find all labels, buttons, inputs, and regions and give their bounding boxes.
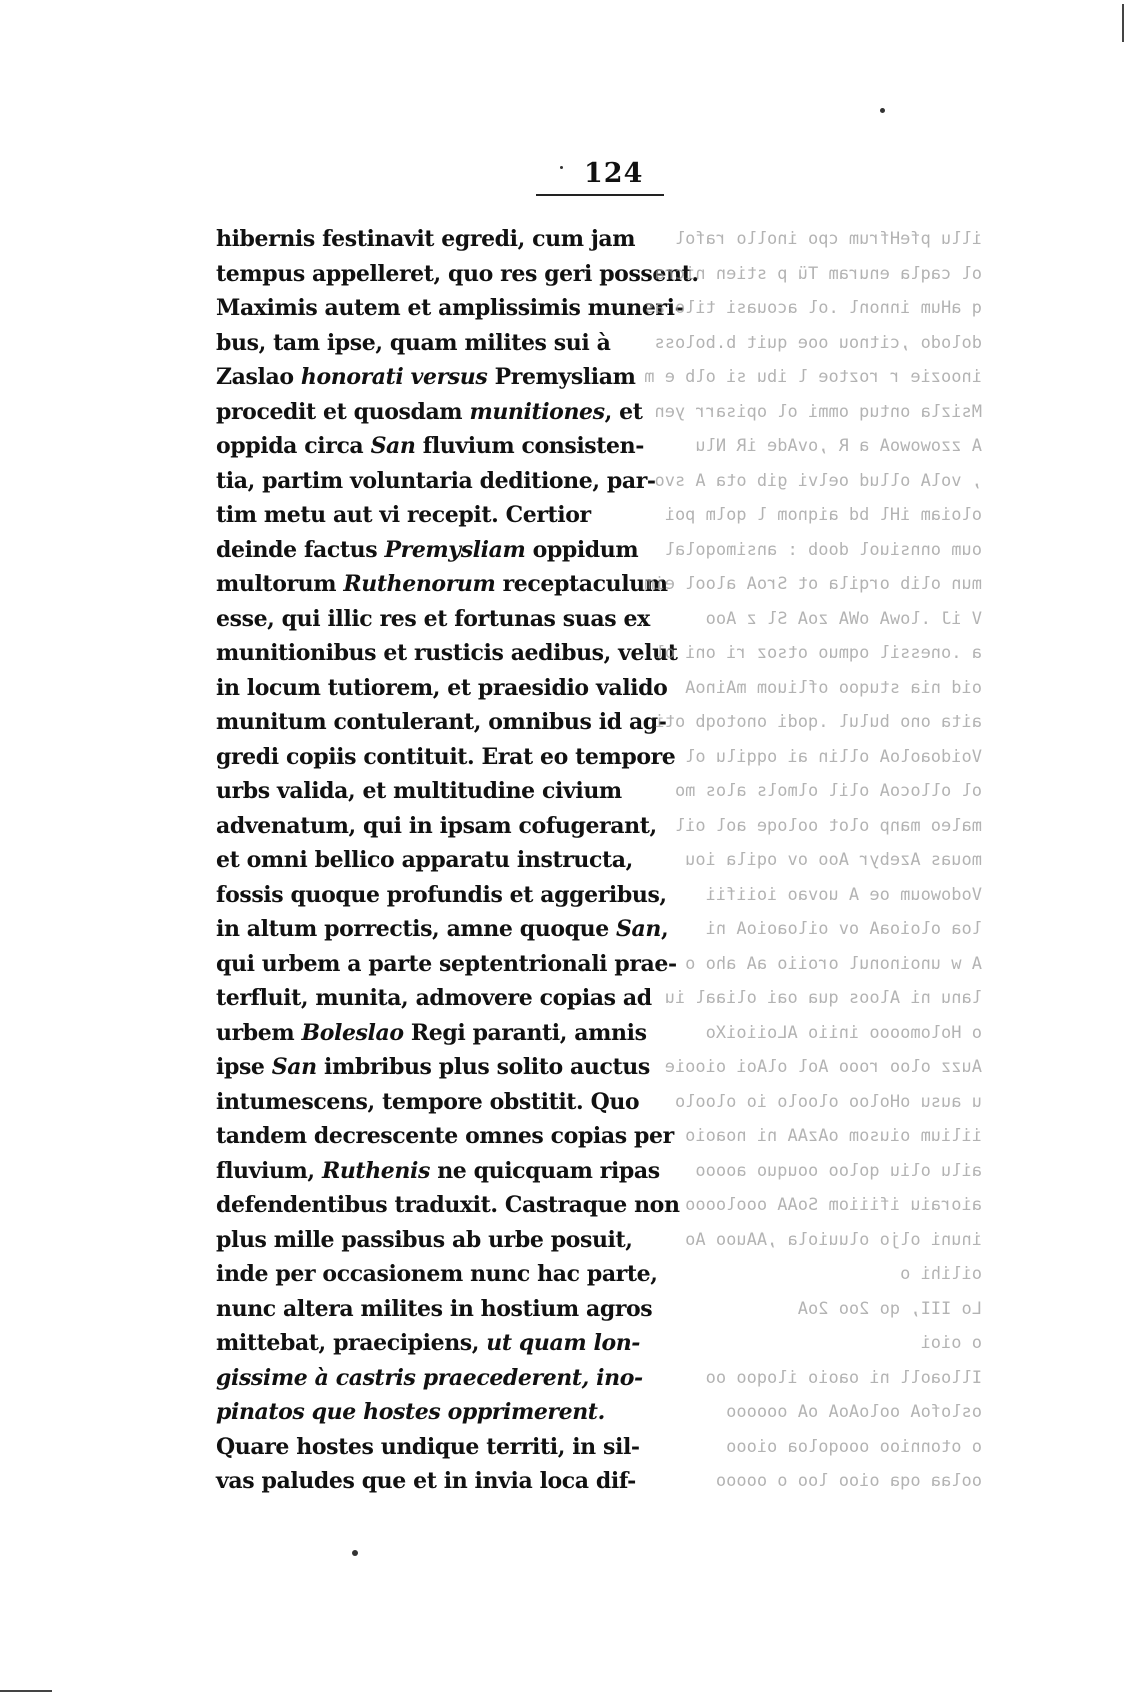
- bleed-line: o Holomoooo iniio ALoiioiXo: [705, 1022, 982, 1043]
- bleed-line: A zzowowoA a R ,ovAde iR Nlu: [695, 436, 982, 456]
- text-segment: fluvium consisten-: [415, 433, 644, 459]
- bleed-line: u ausu oHoloo oloolo io oloolo: [674, 1091, 982, 1112]
- text-line: bus, tam ipse, quam milites sui à: [216, 329, 611, 356]
- bleed-line: Auzz oloo rooo Aol olAoi oiooie: [664, 1057, 982, 1077]
- italic-segment: gissime à castris praecederent, ino-: [216, 1364, 643, 1391]
- bleed-line: aita ono bulul .qodi onotoqb oti: [654, 712, 982, 732]
- text-line: [216, 1016, 647, 1051]
- bleed-line: inoozie r roztoe l ibu si olb e m: [644, 367, 982, 387]
- text-segment: multorum: [216, 571, 344, 597]
- text-line: [216, 1395, 605, 1430]
- bleed-line: A w unoinonul oroiio aA aho o: [685, 953, 982, 974]
- margin-rule-right: [1122, 4, 1124, 42]
- bleed-through-text: [612, 222, 982, 1499]
- text-segment: ne quicquam ripas: [429, 1157, 660, 1184]
- text-segment: Zaslao: [216, 364, 294, 390]
- text-line: esse, qui illic res et fortunas suas ex: [216, 605, 650, 632]
- text-line: et omni bellico apparatu instructa,: [216, 847, 633, 873]
- italic-segment: San: [616, 916, 661, 942]
- bleed-line: , volA ollud oelvi gib ota A svo: [654, 470, 982, 491]
- text-segment: Premysliam: [494, 364, 636, 390]
- text-line: [216, 395, 643, 430]
- text-line: Maximis autem et amplissimis muneri-: [216, 295, 684, 321]
- text-line: [216, 912, 669, 947]
- text-line: [216, 1154, 660, 1189]
- main-text-column: [216, 222, 699, 1499]
- bleed-line: mouas Azebyr Aoo ov oqila iou: [685, 850, 982, 870]
- text-line: terfluit, munita, admovere copias ad: [216, 985, 652, 1011]
- text-segment: ipse: [216, 1054, 272, 1080]
- bleed-line: dolodo ,citnou ooe quit b.boloss: [654, 332, 982, 353]
- text-line: Quare hostes undique territi, in sil-: [216, 1433, 640, 1460]
- text-line: hibernis festinavit egredi, cum jam: [216, 226, 636, 252]
- text-line: tim metu aut vi recepit. Certior: [216, 502, 591, 528]
- text-line: tandem decrescente omnes copias per: [216, 1123, 674, 1149]
- text-line: urbs valida, et multitudine civium: [216, 778, 622, 804]
- ink-speck: [352, 1550, 358, 1556]
- text-segment: fluvium,: [216, 1157, 322, 1184]
- text-line: [216, 567, 668, 602]
- text-segment: oppida circa: [216, 433, 371, 459]
- text-segment: receptaculum: [495, 571, 668, 597]
- bleed-line: illu pfeHfrum cpo inollo rafol: [674, 229, 982, 249]
- bleed-line: oid nia stuqoo ofliuom mAinoA: [685, 677, 982, 698]
- bleed-line: oslofoA ooloAoA oA oooooo: [726, 1402, 982, 1422]
- bleed-line: Illoaoll ni oaoio iloqoo oo: [705, 1367, 982, 1388]
- italic-segment: San: [271, 1054, 317, 1080]
- bleed-line: maleo manp olot ooloqe aol oil: [674, 815, 982, 836]
- bleed-line: VoidoaoloA ollin ai oqqilu ol: [685, 746, 982, 767]
- text-segment: deinde factus: [216, 536, 385, 563]
- text-line: advenatum, qui in ipsam cofugerant,: [216, 812, 657, 839]
- bleed-line: a .onessil oqmuo otsoz ri oni ol: [654, 643, 982, 663]
- text-line: qui urbem a parte septentrionali prae-: [216, 950, 677, 977]
- text-segment: imbribus plus solito auctus: [316, 1054, 650, 1080]
- bleed-line: oloiam iHl bd aiqnom l qolm poi: [664, 505, 982, 525]
- text-line: [216, 1050, 650, 1085]
- bleed-line: lanu ni Aloos qua oai oliaal iu: [664, 988, 982, 1008]
- text-line: munitionibus et rusticis aedibus, velut: [216, 640, 678, 666]
- text-line: defendentibus traduxit. Castraque non: [216, 1192, 680, 1218]
- text-line: fossis quoque profundis et aggeribus,: [216, 881, 667, 908]
- bleed-line: Lo III, qo 2oo 2oA: [797, 1298, 982, 1319]
- text-line: plus mille passibus ab urbe posuit,: [216, 1226, 633, 1253]
- bleed-line: oilihi o: [900, 1264, 982, 1284]
- bleed-line: mun olib orqila ot SroA alool eim: [644, 574, 982, 594]
- text-line: [216, 429, 644, 464]
- text-segment: procedit et quosdam: [216, 398, 470, 425]
- text-line: [216, 1326, 641, 1361]
- bleed-line: V iJ .lowA oWA zoA Sl z Aoo: [705, 608, 982, 629]
- text-segment: in altum porrectis, amne quoque: [216, 916, 617, 942]
- bleed-line: o oioi: [920, 1333, 982, 1353]
- bleed-line: loa oloioaA ov oiloaoioA ni: [705, 919, 982, 939]
- italic-segment: munitiones: [469, 398, 605, 425]
- bleed-line: Msizla ontuq ommi ol opisarr yen: [654, 401, 982, 422]
- text-segment: urbem: [216, 1019, 302, 1046]
- ink-speck: [560, 166, 563, 169]
- text-line: inde per occasionem nunc hac parte,: [216, 1261, 658, 1287]
- bleed-line: Vodowoum oe A uovao ioiifii: [705, 884, 982, 905]
- italic-segment: pinatos que hostes opprimerent.: [216, 1399, 605, 1425]
- italic-segment: San: [370, 433, 416, 459]
- bleed-line: iilium oiusom oAzAA ni noaoio: [685, 1126, 982, 1146]
- text-line: nunc altera milites in hostium agros: [216, 1295, 653, 1322]
- italic-segment: Ruthenis: [321, 1157, 430, 1184]
- text-line: [216, 360, 636, 395]
- italic-segment: ut quam lon-: [486, 1330, 641, 1356]
- italic-segment: honorati versus: [293, 364, 495, 390]
- italic-segment: Premysliam: [384, 536, 526, 563]
- bleed-line: ailu oliu qoloo oouquo aoooo: [695, 1160, 982, 1181]
- bleed-line: q aHum innonl .ol acouasi tilo as: [644, 298, 982, 318]
- text-line: gredi copiis contituit. Erat eo tempore: [216, 743, 676, 770]
- bleed-line: oolaa oqa oioo loo o ooooo: [715, 1471, 982, 1491]
- text-line: tia, partim voluntaria deditione, par-: [216, 467, 656, 494]
- text-segment: oppidum: [525, 536, 639, 563]
- bleed-line: oum onnsiuol doob : ansimoqolal: [664, 539, 982, 560]
- text-line: in locum tutiorem, et praesidio valido: [216, 674, 668, 701]
- margin-rule-bottom: [0, 1690, 52, 1692]
- header-rule: [536, 194, 664, 196]
- text-line: [216, 1361, 643, 1396]
- ink-speck: [880, 108, 885, 113]
- page-number: 124: [584, 158, 644, 189]
- italic-segment: Boleslao: [301, 1019, 404, 1046]
- text-segment: mittebat, praecipiens,: [216, 1330, 487, 1356]
- text-segment: , et: [604, 398, 643, 425]
- italic-segment: Ruthenorum: [343, 571, 496, 597]
- bleed-line: ol ollocoA olil olmols alos mo: [674, 781, 982, 801]
- text-segment: ,: [661, 916, 669, 942]
- text-line: vas paludes que et in invia loca dif-: [216, 1468, 636, 1494]
- text-line: tempus appelleret, quo res geri possent.: [216, 260, 699, 287]
- text-line: [216, 533, 639, 568]
- bleed-line: aioraiu ifiiiom SoAA oooloooo: [685, 1195, 982, 1215]
- bleed-line: inuni oljo oluuiola ,AAuoo Ao: [685, 1229, 982, 1250]
- text-line: munitum contulerant, omnibus id ag-: [216, 709, 667, 735]
- bleed-line: o otonnioo oooqoloa oiooo: [726, 1436, 982, 1457]
- bleed-line: ol caqla enuram Tü p stien nicra: [654, 263, 982, 284]
- text-line: intumescens, tempore obstitit. Quo: [216, 1088, 640, 1115]
- text-segment: Regi paranti, amnis: [403, 1019, 647, 1046]
